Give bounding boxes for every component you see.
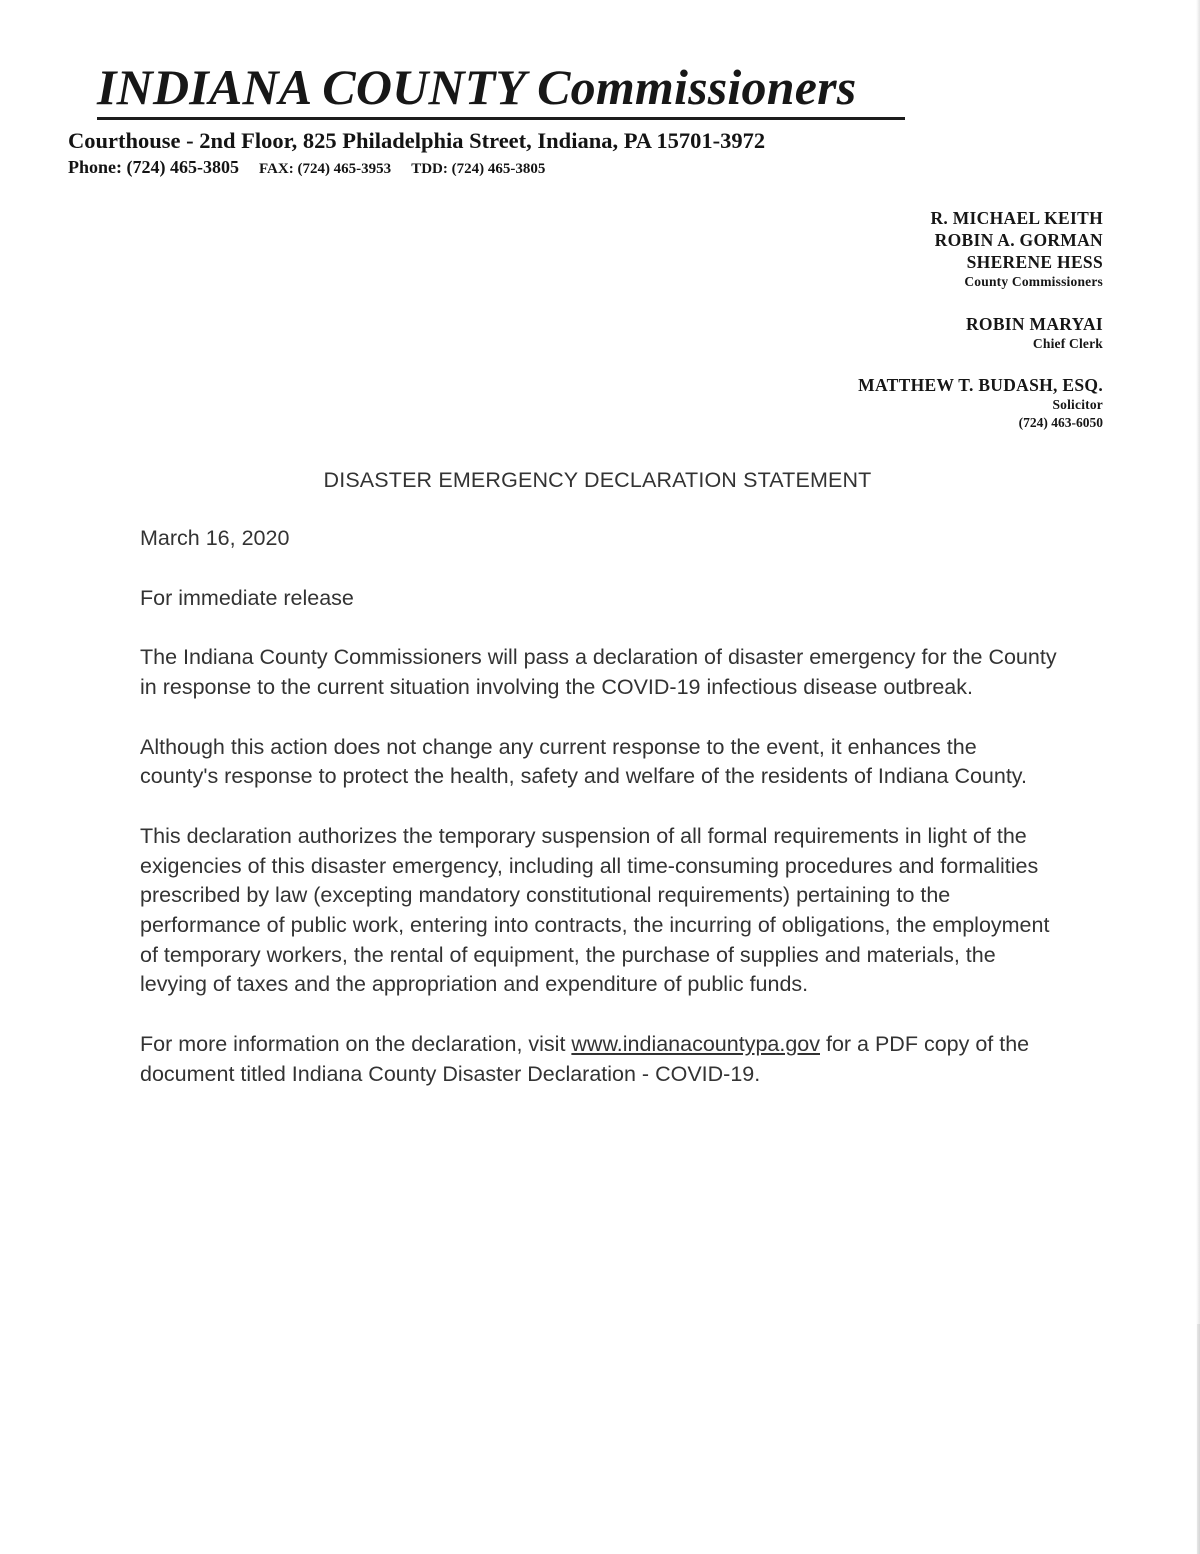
letterhead-address: Courthouse - 2nd Floor, 825 Philadelphia Street, Indiana, PA 15701-3972: [68, 128, 766, 153]
letterhead-phone: Phone: (724) 465-3805: [68, 157, 239, 177]
organization-title: INDIANA COUNTY Commissioners: [97, 59, 857, 115]
body-paragraph-1: The Indiana County Commissioners will pass a declaration of disaster emergency for the County in response to the current situation involving the COVID-19 infectious disease outbreak.: [140, 645, 1057, 699]
officials-block: [683, 207, 1103, 431]
commissioner-name-1: R. MICHAEL KEITH: [930, 208, 1103, 228]
paragraph-4-trailing-text: for a PDF copy of the document titled Indiana County Disaster Declaration - COVID-19.: [140, 1031, 1030, 1086]
document-date: March 16, 2020: [140, 526, 290, 550]
letterhead-contact-line: [68, 157, 545, 178]
county-website-link[interactable]: www.indianacountypa.gov: [571, 1031, 820, 1056]
chief-clerk-name: ROBIN MARYAI: [965, 313, 1103, 334]
document-title: DISASTER EMERGENCY DECLARATION STATEMENT: [323, 468, 872, 492]
commissioners-group: [683, 207, 1103, 291]
commissioner-name-2: ROBIN A. GORMAN: [934, 230, 1103, 251]
body-paragraph-4: [140, 1030, 1058, 1089]
document-body: [140, 524, 1058, 1089]
chief-clerk-role-label: Chief Clerk: [1032, 335, 1103, 351]
letterhead-tdd: TDD: (724) 465-3805: [411, 161, 546, 177]
commissioners-role-label: County Commissioners: [964, 274, 1103, 290]
solicitor-group: [683, 374, 1103, 431]
chief-clerk-group: [683, 313, 1103, 353]
solicitor-name: MATTHEW T. BUDASH, ESQ.: [858, 375, 1103, 396]
body-paragraph-3: This declaration authorizes the temporary suspension of all formal requirements in light of the exigencies of this disaster emergency, including all time-consuming procedures and formalities prescribed by law (excepting mandatory constitutional requirements) pertaining to the performance of public work, entering into contracts, the incurring of obligations, the employment of temporary workers, the rental of equipment, the purchase of supplies and materials, the levying of taxes and the appropriation and expenditure of public funds.: [140, 823, 1050, 997]
body-paragraph-2: Although this action does not change any current response to the event, it enhances the county's response to protect the health, safety and welfare of the residents of Indiana County.: [140, 734, 1027, 789]
paragraph-4-lead-text: For more information on the declaration, visit: [140, 1031, 572, 1056]
release-note: For immediate release: [140, 585, 354, 610]
letterhead-rule: [97, 117, 905, 120]
solicitor-role-label: Solicitor: [1052, 397, 1103, 413]
commissioner-name-3: SHERENE HESS: [966, 252, 1103, 273]
scan-edge-right: [1196, 0, 1200, 1554]
solicitor-phone: (724) 463-6050: [1018, 414, 1103, 430]
letterhead-fax: FAX: (724) 465-3953: [258, 161, 392, 177]
